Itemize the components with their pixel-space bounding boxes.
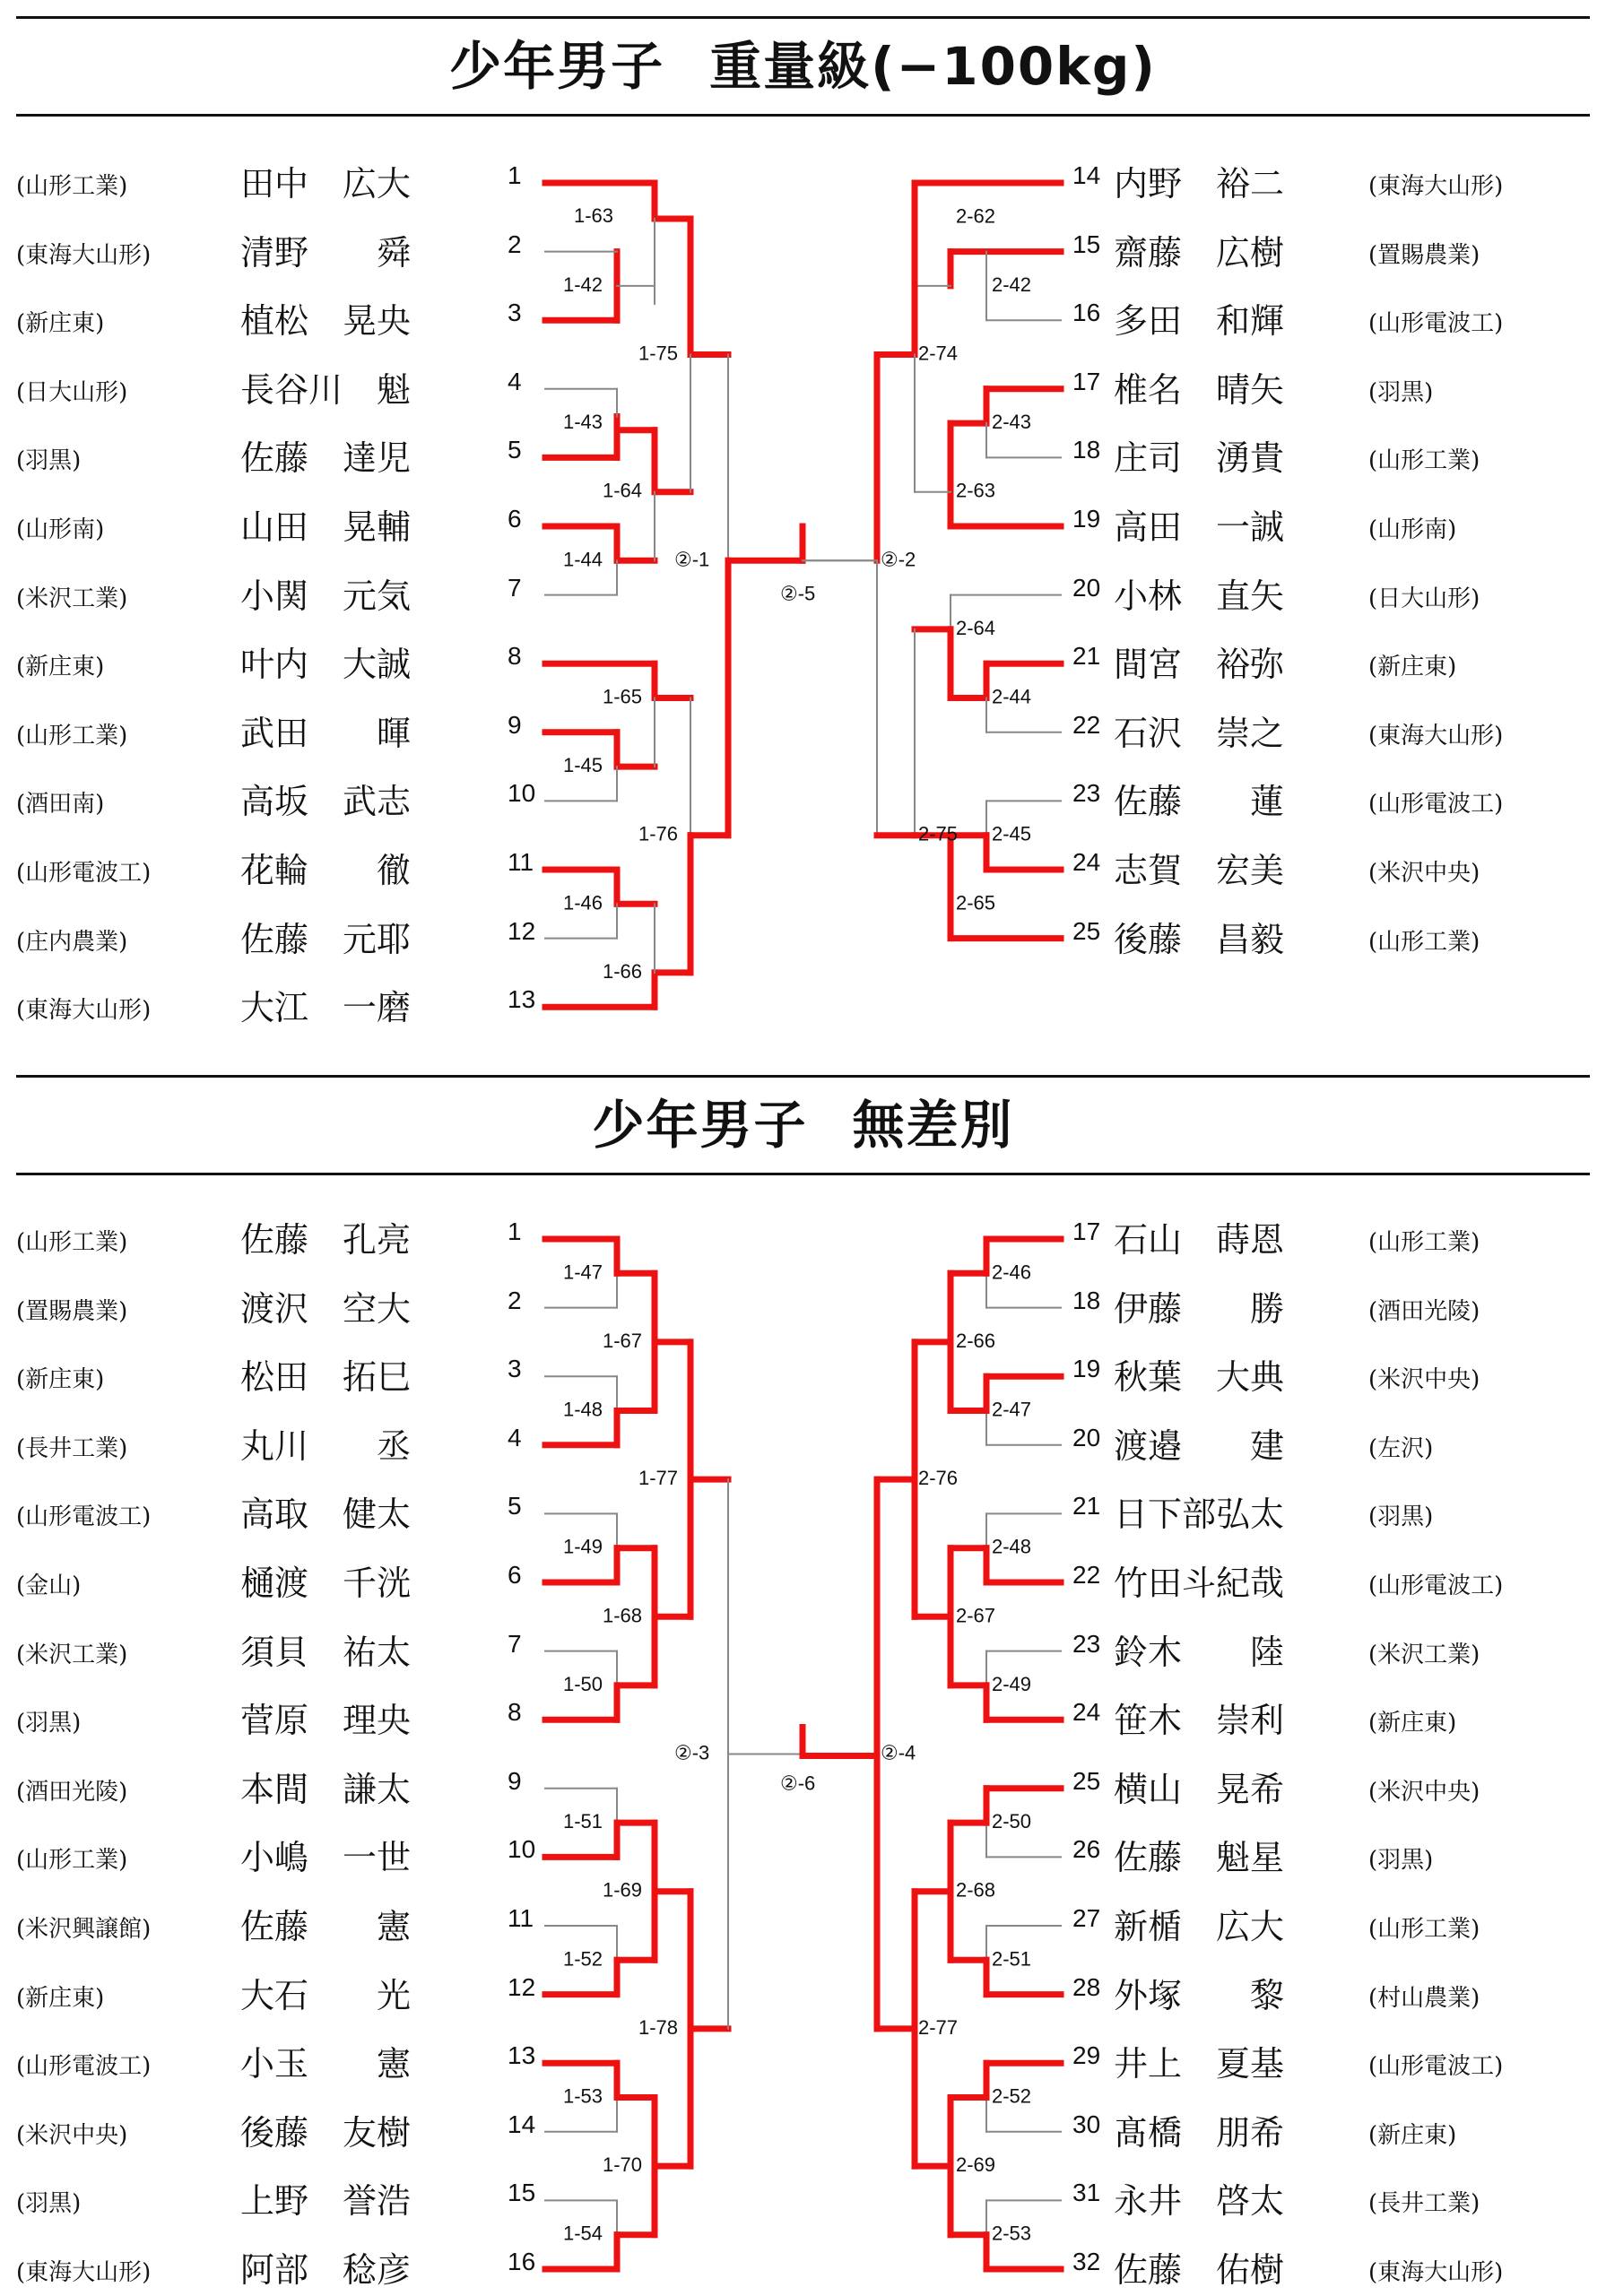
seed-number: 4 (508, 1423, 522, 1451)
competitor-name: 小嶋 一世 (240, 1838, 412, 1878)
competitor-name: 佐藤 蓮 (1114, 782, 1285, 822)
school-name: (新庄東) (16, 1366, 105, 1394)
school-name: (山形工業) (16, 722, 128, 749)
school-name: (長井工業) (16, 1434, 128, 1462)
seed-number: 15 (508, 2179, 536, 2207)
school-name: (東海大山形) (16, 241, 152, 269)
competitor-name: 佐藤 魁星 (1114, 1838, 1285, 1878)
match-label: 2-64 (956, 616, 996, 639)
match-label: 1-68 (603, 1604, 643, 1627)
school-name: (新庄東) (16, 1984, 105, 2012)
match-label: 2-67 (956, 1604, 996, 1627)
match-label: 1-44 (563, 548, 603, 571)
competitor-name: 小関 元気 (240, 576, 412, 616)
school-name: (米沢興譲館) (16, 1916, 152, 1943)
title-main: 少年男子 (449, 36, 665, 97)
match-label: 1-77 (638, 1467, 679, 1490)
match-label: 2-42 (992, 273, 1032, 296)
school-name: (東海大山形) (16, 2259, 152, 2286)
competitor-name: 須貝 祐太 (240, 1632, 412, 1672)
title-sub: 無差別 (852, 1095, 1014, 1156)
title-main: 少年男子 (592, 1095, 808, 1156)
seed-number: 26 (1072, 1835, 1101, 1864)
seed-number: 23 (1072, 1629, 1101, 1658)
seed-number: 14 (1072, 161, 1101, 189)
seed-number: 20 (1072, 1423, 1101, 1451)
seed-number: 5 (508, 436, 522, 464)
seed-number: 28 (1072, 1972, 1101, 2001)
school-name: (左沢) (1368, 1434, 1434, 1462)
seed-number: 11 (508, 1904, 534, 1932)
match-label: 1-43 (563, 411, 603, 434)
seed-number: 7 (508, 1629, 522, 1658)
seed-number: 14 (508, 2110, 536, 2138)
seed-number: 21 (1072, 1492, 1101, 1521)
bracket-section-openweight (0, 1067, 1606, 2295)
seed-number: 25 (1072, 916, 1101, 945)
match-label: 2-65 (956, 891, 996, 914)
match-label: ②-6 (780, 1772, 816, 1795)
match-label: 1-48 (563, 1398, 603, 1421)
competitor-name: 椎名 晴矢 (1114, 369, 1285, 410)
competitor-name: 叶内 大誠 (240, 645, 412, 685)
seed-number: 5 (508, 1492, 522, 1521)
competitor-name: 田中 広大 (240, 164, 412, 204)
school-name: (米沢中央) (1368, 1778, 1480, 1806)
school-name: (置賜農業) (16, 1297, 128, 1325)
seed-number: 19 (1072, 1355, 1101, 1383)
match-label: 1-70 (603, 2153, 643, 2177)
school-name: (山形南) (16, 516, 105, 543)
seed-number: 29 (1072, 2041, 1101, 2070)
school-name: (山形工業) (1368, 447, 1480, 475)
school-name: (金山) (16, 1573, 82, 1599)
competitor-name: 齋藤 広樹 (1114, 232, 1285, 273)
match-label: 2-51 (992, 1947, 1032, 1971)
competitor-name: 秋葉 大典 (1114, 1357, 1285, 1398)
competitor-name: 長谷川 魁 (240, 369, 412, 410)
seed-number: 2 (508, 1286, 522, 1314)
school-name: (米沢工業) (16, 585, 128, 612)
competitor-name: 高取 健太 (240, 1495, 412, 1535)
competitor-name: 庄司 湧貴 (1114, 438, 1285, 479)
match-label: 2-62 (956, 204, 996, 228)
school-name: (東海大山形) (16, 997, 152, 1025)
bracket-lines (0, 1067, 1606, 2295)
seed-number: 13 (508, 2041, 536, 2070)
match-label: 1-45 (563, 754, 603, 777)
seed-number: 3 (508, 1355, 522, 1383)
seed-number: 1 (508, 1217, 522, 1245)
school-name: (山形南) (1368, 516, 1457, 543)
match-label: 2-45 (992, 822, 1032, 845)
competitor-name: 花輪 徹 (240, 851, 412, 890)
competitor-name: 笹木 崇利 (1114, 1701, 1285, 1741)
match-label: 1-46 (563, 891, 603, 914)
school-name: (山形工業) (16, 1847, 128, 1875)
match-label: 1-53 (563, 2084, 603, 2108)
school-name: (米沢中央) (16, 2121, 128, 2149)
school-name: (山形電波工) (16, 1503, 152, 1531)
school-name: (米沢中央) (1368, 860, 1480, 887)
seed-number: 21 (1072, 642, 1101, 671)
school-name: (東海大山形) (1368, 173, 1504, 200)
competitor-name: 渡沢 空大 (240, 1288, 412, 1329)
competitor-name: 大江 一磨 (240, 988, 412, 1028)
school-name: (酒田光陵) (16, 1778, 128, 1806)
school-name: (山形電波工) (16, 860, 152, 887)
match-label: 1-75 (638, 342, 679, 365)
match-label: 1-66 (603, 959, 643, 983)
seed-number: 18 (1072, 436, 1101, 464)
bracket-lines (0, 0, 1606, 1067)
competitor-name: 山田 晃輔 (240, 507, 412, 547)
seed-number: 10 (508, 1835, 536, 1864)
seed-number: 8 (508, 1698, 522, 1727)
school-name: (羽黒) (16, 1710, 82, 1737)
school-name: (羽黒) (16, 447, 82, 475)
school-name: (山形工業) (16, 173, 128, 200)
match-label: 2-68 (956, 1878, 996, 1902)
school-name: (酒田光陵) (1368, 1297, 1480, 1325)
seed-number: 12 (508, 916, 536, 945)
match-label: 1-63 (574, 204, 614, 227)
seed-number: 22 (1072, 1561, 1101, 1589)
match-label: 1-47 (563, 1261, 603, 1284)
seed-number: 24 (1072, 848, 1101, 876)
match-label: 2-74 (918, 342, 959, 365)
match-label: ②-1 (674, 548, 710, 571)
match-label: 1-69 (603, 1878, 643, 1902)
competitor-name: 上野 誉浩 (240, 2181, 412, 2222)
competitor-name: 外塚 黎 (1114, 1975, 1285, 2015)
competitor-name: 小玉 憲 (240, 2044, 412, 2084)
school-name: (米沢工業) (16, 1641, 128, 1668)
school-name: (羽黒) (1368, 1503, 1434, 1531)
competitor-name: 武田 暉 (240, 713, 412, 753)
title-sub: 重量級(−100kg) (709, 36, 1157, 97)
school-name: (山形工業) (1368, 1229, 1480, 1256)
match-label: ②-4 (881, 1741, 916, 1764)
competitor-name: 間宮 裕弥 (1114, 645, 1285, 685)
seed-number: 6 (508, 505, 522, 533)
school-name: (新庄東) (16, 654, 105, 681)
seed-number: 17 (1072, 1217, 1101, 1245)
competitor-name: 高坂 武志 (240, 782, 412, 822)
match-label: 1-42 (563, 273, 603, 296)
school-name: (新庄東) (1368, 1710, 1457, 1737)
school-name: (新庄東) (1368, 2121, 1457, 2149)
competitor-name: 新楯 広大 (1114, 1907, 1285, 1946)
school-name: (山形工業) (1368, 928, 1480, 956)
match-label: 1-65 (603, 685, 643, 708)
match-label: 2-52 (992, 2084, 1032, 2108)
match-label: 2-76 (918, 1467, 959, 1490)
seed-number: 31 (1072, 2179, 1101, 2207)
competitor-name: 清野 舜 (240, 232, 412, 273)
match-label: ②-2 (881, 548, 916, 571)
match-label: 1-51 (563, 1810, 603, 1833)
competitor-name: 佐藤 佑樹 (1114, 2250, 1285, 2290)
competitor-name: 小林 直矢 (1114, 576, 1285, 616)
competitor-name: 樋渡 千洸 (240, 1564, 412, 1603)
competitor-name: 渡邉 建 (1114, 1425, 1285, 1466)
competitor-name: 佐藤 憲 (240, 1907, 412, 1946)
competitor-name: 志賀 宏美 (1114, 851, 1285, 890)
seed-number: 17 (1072, 367, 1101, 395)
match-label: 1-52 (563, 1947, 603, 1971)
school-name: (新庄東) (1368, 654, 1457, 681)
seed-number: 13 (508, 985, 536, 1014)
competitor-name: 菅原 理央 (240, 1701, 412, 1741)
seed-number: 24 (1072, 1698, 1101, 1727)
match-label: 2-77 (918, 2015, 959, 2039)
match-label: 2-50 (992, 1810, 1032, 1833)
match-label: 1-64 (603, 479, 643, 502)
competitor-name: 高田 一誠 (1114, 507, 1285, 547)
competitor-name: 石山 蒔恩 (1114, 1220, 1285, 1260)
school-name: (山形電波工) (16, 2053, 152, 2081)
competitor-name: 大石 光 (240, 1975, 412, 2015)
match-label: 2-69 (956, 2153, 996, 2177)
seed-number: 18 (1072, 1286, 1101, 1314)
seed-number: 9 (508, 710, 522, 739)
school-name: (羽黒) (1368, 1847, 1434, 1875)
match-label: 1-78 (638, 2015, 679, 2039)
competitor-name: 佐藤 孔亮 (240, 1220, 412, 1260)
school-name: (東海大山形) (1368, 2259, 1504, 2286)
school-name: (新庄東) (16, 310, 105, 338)
seed-number: 12 (508, 1972, 536, 2001)
seed-number: 16 (1072, 299, 1101, 327)
seed-number: 20 (1072, 573, 1101, 602)
competitor-name: 日下部弘太 (1114, 1495, 1285, 1535)
match-label: 2-53 (992, 2222, 1032, 2245)
school-name: (庄内農業) (16, 928, 128, 956)
competitor-name: 永井 啓太 (1114, 2181, 1285, 2222)
school-name: (羽黒) (16, 2190, 82, 2218)
seed-number: 9 (508, 1766, 522, 1795)
seed-number: 30 (1072, 2110, 1101, 2138)
competitor-name: 伊藤 勝 (1114, 1288, 1285, 1329)
school-name: (山形電波工) (1368, 2053, 1504, 2081)
competitor-name: 植松 晃央 (240, 301, 412, 342)
competitor-name: 鈴木 陸 (1114, 1632, 1285, 1672)
match-label: 1-76 (638, 822, 679, 845)
school-name: (米沢工業) (1368, 1641, 1480, 1668)
match-label: 1-50 (563, 1672, 603, 1695)
competitor-name: 松田 拓巳 (240, 1357, 412, 1398)
match-label: 2-47 (992, 1398, 1032, 1421)
seed-number: 4 (508, 367, 522, 395)
school-name: (羽黒) (1368, 378, 1434, 406)
match-label: ②-5 (780, 582, 816, 605)
seed-number: 7 (508, 573, 522, 602)
seed-number: 6 (508, 1561, 522, 1589)
seed-number: 27 (1072, 1904, 1101, 1932)
competitor-name: 竹田斗紀哉 (1114, 1564, 1285, 1603)
seed-number: 16 (508, 2248, 536, 2275)
competitor-name: 佐藤 達児 (240, 438, 412, 479)
seed-number: 15 (1072, 230, 1101, 258)
school-name: (酒田南) (16, 791, 105, 819)
competitor-name: 後藤 友樹 (240, 2112, 412, 2153)
school-name: (山形工業) (1368, 1916, 1480, 1943)
competitor-name: 佐藤 元耶 (240, 919, 412, 959)
competitor-name: 多田 和輝 (1114, 301, 1285, 342)
competitor-name: 井上 夏基 (1114, 2044, 1285, 2084)
school-name: (村山農業) (1368, 1984, 1480, 2012)
match-label: 2-75 (918, 822, 959, 845)
school-name: (東海大山形) (1368, 722, 1504, 749)
match-label: 2-44 (992, 685, 1032, 708)
seed-number: 19 (1072, 505, 1101, 533)
seed-number: 3 (508, 299, 522, 327)
competitor-name: 髙橋 朋希 (1114, 2112, 1285, 2153)
school-name: (山形電波工) (1368, 1573, 1504, 1599)
competitor-name: 横山 晃希 (1114, 1769, 1285, 1809)
school-name: (米沢中央) (1368, 1366, 1480, 1394)
competitor-name: 石沢 崇之 (1114, 713, 1285, 753)
school-name: (山形工業) (16, 1229, 128, 1256)
match-label: 1-49 (563, 1535, 603, 1558)
seed-number: 25 (1072, 1766, 1101, 1795)
seed-number: 2 (508, 230, 522, 258)
school-name: (日大山形) (1368, 585, 1480, 612)
seed-number: 23 (1072, 779, 1101, 808)
match-label: 2-48 (992, 1535, 1032, 1558)
school-name: (長井工業) (1368, 2190, 1480, 2218)
competitor-name: 本間 謙太 (240, 1769, 412, 1809)
competitor-name: 丸川 丞 (240, 1425, 412, 1466)
seed-number: 10 (508, 779, 536, 808)
seed-number: 1 (508, 161, 522, 189)
seed-number: 22 (1072, 710, 1101, 739)
match-label: 2-63 (956, 479, 996, 502)
match-label: 1-67 (603, 1329, 643, 1352)
match-label: 1-54 (563, 2222, 603, 2245)
match-label: 2-66 (956, 1329, 996, 1352)
competitor-name: 阿部 稔彦 (240, 2250, 412, 2290)
match-label: 2-49 (992, 1672, 1032, 1695)
school-name: (置賜農業) (1368, 241, 1480, 269)
competitor-name: 後藤 昌毅 (1114, 919, 1285, 959)
competitor-name: 内野 裕二 (1114, 164, 1285, 204)
bracket-section-heavyweight (0, 0, 1606, 1067)
school-name: (山形電波工) (1368, 310, 1504, 338)
seed-number: 11 (508, 848, 534, 876)
seed-number: 8 (508, 642, 522, 671)
seed-number: 32 (1072, 2248, 1101, 2275)
school-name: (山形電波工) (1368, 791, 1504, 819)
match-label: ②-3 (674, 1741, 710, 1764)
match-label: 2-46 (992, 1261, 1032, 1284)
match-label: 2-43 (992, 411, 1032, 434)
school-name: (日大山形) (16, 378, 128, 406)
